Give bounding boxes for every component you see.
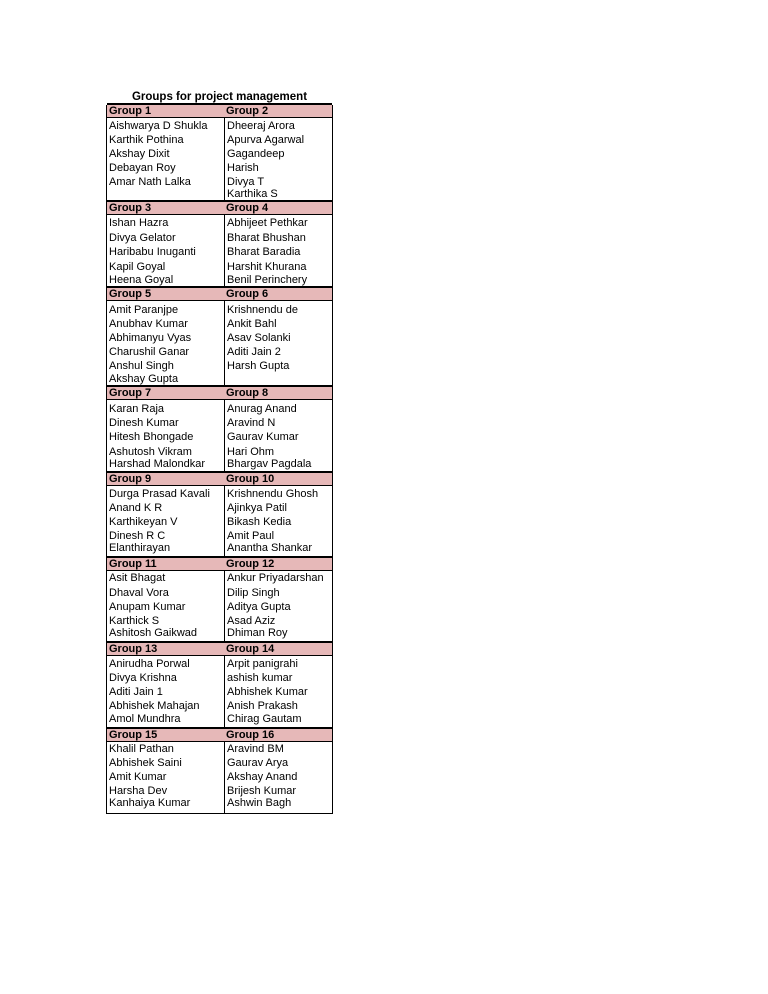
member-name: Asit Bhagat: [109, 572, 166, 584]
member-name: Ankit Bahl: [227, 318, 277, 330]
member-name: Elanthirayan: [109, 542, 171, 554]
member-name: Abhimanyu Vyas: [109, 332, 192, 344]
group-header-row: [107, 200, 332, 215]
member-name: Karthik Pothina: [109, 134, 184, 146]
member-name: Dinesh R C: [109, 530, 166, 542]
group-header-row: [107, 556, 332, 571]
group-header-row: [107, 385, 332, 400]
member-name: Ashitosh Gaikwad: [109, 627, 198, 639]
member-name: Amol Mundhra: [109, 713, 181, 725]
member-name: Kapil Goyal: [109, 261, 166, 273]
member-name: Abhishek Mahajan: [109, 700, 200, 712]
group-header-right: Group 2: [226, 105, 269, 117]
member-name: Harsh Gupta: [227, 360, 290, 372]
member-name: Amit Paranjpe: [109, 304, 179, 316]
member-name: Anirudha Porwal: [109, 658, 190, 670]
member-name: Krishnendu Ghosh: [227, 488, 319, 500]
group-header-left: Group 9: [109, 473, 152, 485]
member-name: Bikash Kedia: [227, 516, 292, 528]
member-name: Hari Ohm: [227, 446, 275, 458]
member-name: Anurag Anand: [227, 403, 297, 415]
group-header-right: Group 14: [226, 643, 275, 655]
member-name: Abhishek Kumar: [227, 686, 308, 698]
member-name: Anupam Kumar: [109, 601, 186, 613]
member-name: Anish Prakash: [227, 700, 298, 712]
member-name: Akshay Dixit: [109, 148, 170, 160]
member-name: Divya T: [227, 176, 265, 188]
group-header-right: Group 6: [226, 288, 269, 300]
group-header-left: Group 11: [109, 558, 157, 570]
group-header-row: [107, 641, 332, 656]
member-name: Dinesh Kumar: [109, 417, 179, 429]
group-header-left: Group 5: [109, 288, 152, 300]
group-header-right: Group 8: [226, 387, 269, 399]
member-name: Aravind BM: [227, 743, 284, 755]
member-name: Asav Solanki: [227, 332, 291, 344]
member-name: Ashutosh Vikram: [109, 446, 192, 458]
member-name: Amit Paul: [227, 530, 275, 542]
member-name: Anantha Shankar: [227, 542, 313, 554]
member-name: Ishan Hazra: [109, 217, 169, 229]
member-name: Gaurav Kumar: [227, 431, 299, 443]
member-name: Amit Kumar: [109, 771, 167, 783]
member-name: ashish kumar: [227, 672, 293, 684]
member-name: Dhaval Vora: [109, 587, 169, 599]
member-name: Divya Krishna: [109, 672, 177, 684]
group-header-row: [107, 286, 332, 301]
sheet-title: Groups for project management: [131, 91, 308, 103]
member-name: Aditya Gupta: [227, 601, 291, 613]
group-header-left: Group 13: [109, 643, 158, 655]
member-name: Harshit Khurana: [227, 261, 307, 273]
member-name: Dilip Singh: [227, 587, 280, 599]
member-name: Anubhav Kumar: [109, 318, 188, 330]
group-header-left: Group 3: [109, 202, 152, 214]
member-name: Bhargav Pagdala: [227, 458, 312, 470]
member-name: Ashwin Bagh: [227, 797, 292, 809]
member-name: Gagandeep: [227, 148, 285, 160]
member-name: Heena Goyal: [109, 274, 174, 286]
group-header-right: Group 12: [226, 558, 275, 570]
member-name: Harsha Dev: [109, 785, 168, 797]
member-name: Kanhaiya Kumar: [109, 797, 191, 809]
member-name: Anand K R: [109, 502, 163, 514]
member-name: Divya Gelator: [109, 232, 176, 244]
member-name: Abhijeet Pethkar: [227, 217, 308, 229]
member-name: Akshay Anand: [227, 771, 298, 783]
member-name: Karthika S: [227, 188, 278, 200]
member-name: Anshul Singh: [109, 360, 174, 372]
member-name: Aditi Jain 1: [109, 686, 163, 698]
member-name: Krishnendu de: [227, 304, 298, 316]
member-name: Bharat Bhushan: [227, 232, 306, 244]
group-header-left: Group 7: [109, 387, 152, 399]
member-name: Karan Raja: [109, 403, 165, 415]
member-name: Ajinkya Patil: [227, 502, 287, 514]
member-name: Durga Prasad Kavali: [109, 488, 210, 500]
member-name: Benil Perinchery: [227, 274, 308, 286]
member-name: Aravind N: [227, 417, 276, 429]
member-name: Harish: [227, 162, 259, 174]
group-header-row: [107, 103, 332, 118]
member-name: Haribabu Inuganti: [109, 246, 196, 258]
member-name: Khalil Pathan: [109, 743, 174, 755]
groups-table: [106, 105, 333, 814]
member-name: Karthick S: [109, 615, 160, 627]
group-header-row: [107, 727, 332, 742]
member-name: Karthikeyan V: [109, 516, 178, 528]
member-name: Gaurav Arya: [227, 757, 289, 769]
group-header-right: Group 4: [226, 202, 269, 214]
member-name: Dheeraj Arora: [227, 120, 295, 132]
member-name: Brijesh Kumar: [227, 785, 297, 797]
member-name: Abhishek Saini: [109, 757, 182, 769]
group-header-left: Group 15: [109, 729, 158, 741]
member-name: Apurva Agarwal: [227, 134, 305, 146]
member-name: Aditi Jain 2: [227, 346, 281, 358]
group-header-right: Group 10: [226, 473, 275, 485]
member-name: Ankur Priyadarshan: [227, 572, 324, 584]
member-name: Hitesh Bhongade: [109, 431, 194, 443]
member-name: Debayan Roy: [109, 162, 176, 174]
member-name: Aishwarya D Shukla: [109, 120, 208, 132]
group-header-row: [107, 471, 332, 486]
member-name: Dhiman Roy: [227, 627, 288, 639]
member-name: Chirag Gautam: [227, 713, 302, 725]
member-name: Asad Aziz: [227, 615, 276, 627]
member-name: Bharat Baradia: [227, 246, 301, 258]
member-name: Harshad Malondkar: [109, 458, 205, 470]
member-name: Arpit panigrahi: [227, 658, 298, 670]
member-name: Akshay Gupta: [109, 373, 179, 385]
member-name: Charushil Ganar: [109, 346, 190, 358]
group-header-right: Group 16: [226, 729, 275, 741]
member-name: Amar Nath Lalka: [109, 176, 191, 188]
group-header-left: Group 1: [109, 105, 152, 117]
